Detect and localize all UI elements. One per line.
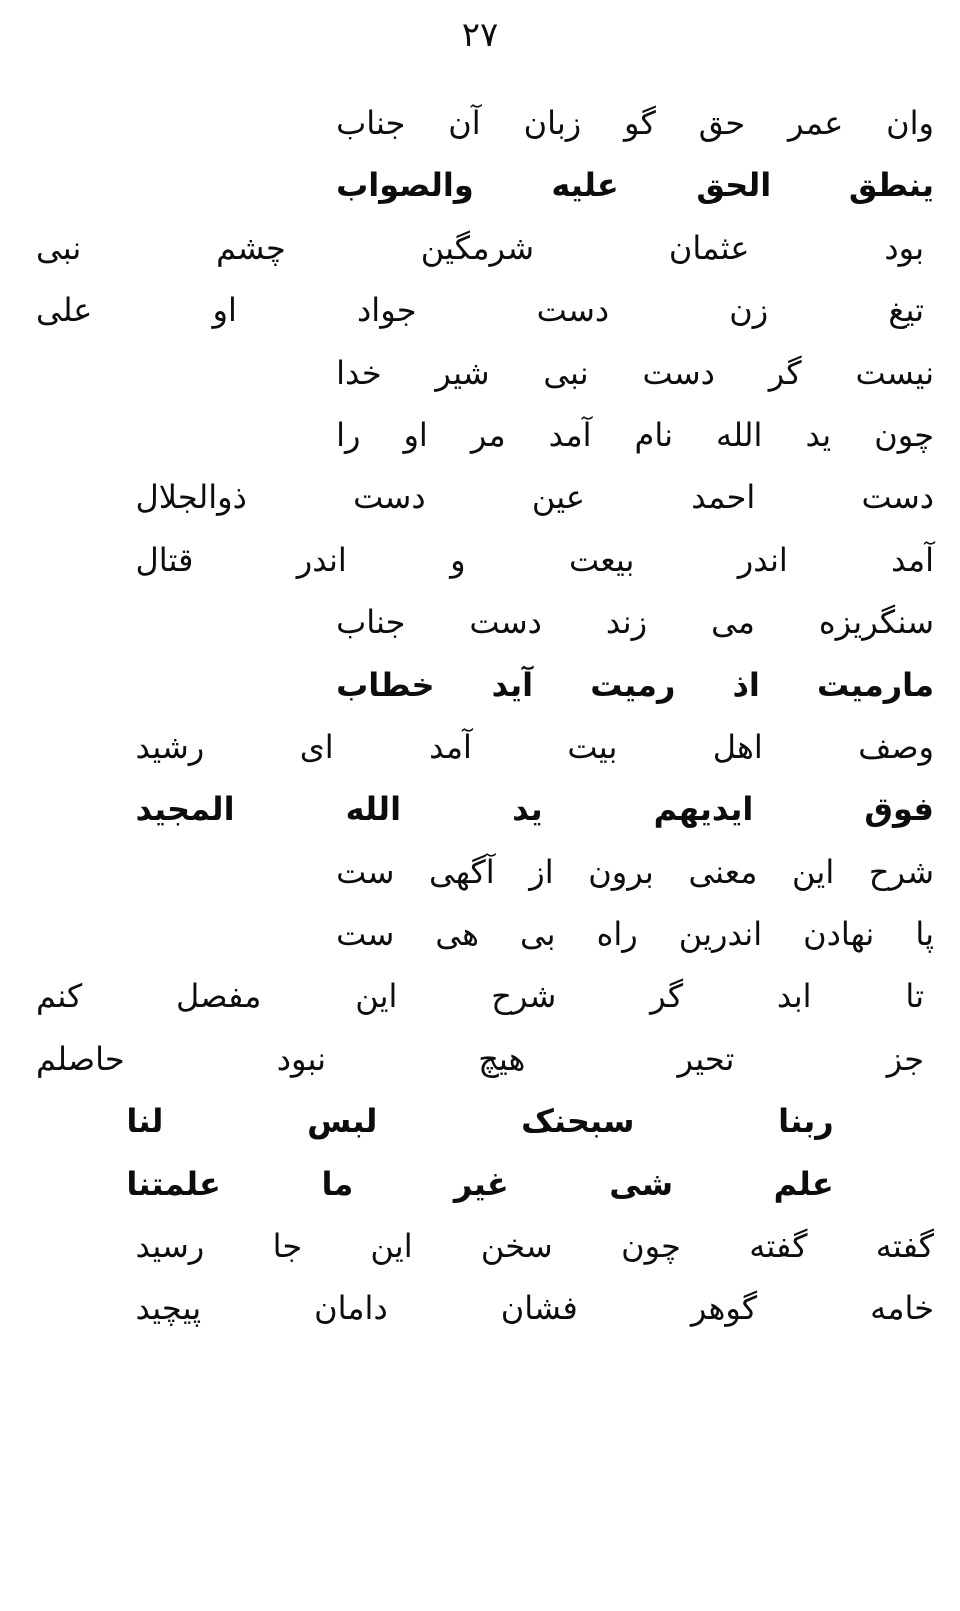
poem-word: دامان	[314, 1289, 388, 1328]
poem-word: هيچ	[478, 1039, 526, 1078]
poem-word: شى	[609, 1164, 674, 1203]
poem-word: مفصل	[176, 977, 262, 1016]
poem-word: شير	[435, 353, 490, 392]
poem-word: رسيد	[135, 1227, 205, 1266]
poem-word: حق	[698, 104, 746, 142]
poem-word: الله	[345, 790, 402, 829]
poem-word: راه	[596, 915, 638, 954]
poem-word: عثمان	[668, 228, 750, 267]
poem-word: فشان	[500, 1289, 578, 1328]
poem-line	[326, 154, 936, 216]
poem-word: اندر	[296, 540, 347, 579]
poem-word: اين	[355, 977, 398, 1016]
poem-word: تحير	[677, 1039, 735, 1078]
poem-word: ربنا	[778, 1102, 834, 1141]
poem-word: اين	[370, 1227, 413, 1266]
poem-word: دست	[469, 603, 542, 642]
poem-word: سبحنک	[521, 1102, 635, 1141]
poem-word: الحق	[696, 166, 772, 205]
poem-word: احمد	[691, 478, 756, 517]
poem-word: چون	[874, 415, 934, 454]
poem-word: المجيد	[135, 790, 235, 829]
poem-word: نبى	[36, 228, 82, 267]
poem-word: بى	[520, 915, 556, 954]
poem-word: برون	[588, 852, 654, 891]
poem-word: بيت	[567, 727, 618, 766]
poem-word: آمد	[548, 415, 592, 454]
poem-word: الله	[716, 415, 763, 454]
poem-word: پيچيد	[135, 1289, 202, 1328]
poem-word: گفته	[875, 1227, 934, 1266]
poem-word: على	[36, 291, 93, 330]
poem-word: مى	[711, 603, 755, 642]
poem-word: دست	[642, 353, 715, 392]
poem-word: نيست	[855, 353, 934, 392]
poem-word: دست	[536, 291, 610, 330]
poem-line	[124, 1090, 835, 1152]
poem-word: مارميت	[817, 665, 934, 704]
poem-word: زند	[605, 603, 648, 642]
poem-word: جواد	[357, 291, 417, 330]
poem-word: او	[212, 291, 237, 330]
poem-word: خدا	[336, 353, 382, 392]
poem-word: و	[450, 540, 466, 579]
poem-word: را	[336, 415, 361, 454]
poem-word: غير	[453, 1164, 509, 1203]
poem-word: ست	[336, 915, 395, 954]
poem-word: آمد	[891, 540, 934, 579]
poem-word: ايديهم	[653, 790, 754, 829]
poem-word: اهل	[712, 727, 763, 766]
poem-word: بود	[884, 228, 924, 267]
poem-word: والصواب	[336, 166, 474, 205]
poem-word: چون	[621, 1227, 681, 1266]
poem-word: ما	[321, 1164, 354, 1203]
poem-word: لبس	[307, 1102, 378, 1141]
poem-line	[133, 778, 936, 840]
poem-line	[24, 217, 936, 279]
poem-word: مر	[470, 415, 506, 454]
poem-word: وصف	[858, 727, 934, 766]
poem-word: جناب	[336, 603, 406, 642]
poem-word: اندرين	[678, 915, 763, 954]
poem-word: کنم	[36, 977, 83, 1016]
poem-word: لنا	[126, 1102, 164, 1141]
poem-word: جز	[886, 1039, 924, 1078]
poem-word: قتال	[135, 540, 194, 579]
poem-line	[133, 1215, 936, 1277]
poem-word: خامه	[870, 1289, 934, 1328]
poem-body	[0, 92, 960, 1340]
poem-line	[326, 92, 936, 154]
poem-word: رشيد	[135, 727, 205, 766]
poem-word: سنگريزه	[818, 603, 934, 642]
poem-line	[326, 841, 936, 903]
poem-line	[133, 716, 936, 778]
poem-word: اذ	[732, 665, 760, 704]
poem-word: تا	[905, 977, 924, 1016]
poem-word: از	[529, 852, 554, 891]
poem-word: شرح	[868, 852, 934, 891]
poem-word: آن	[448, 104, 481, 142]
poem-line	[133, 1277, 936, 1339]
poem-word: ينطق	[848, 166, 934, 205]
poem-word: يد	[512, 790, 543, 829]
poem-word: آيد	[491, 665, 534, 704]
poem-word: عمر	[788, 104, 844, 142]
poem-line	[133, 529, 936, 591]
poem-word: زبان	[523, 104, 582, 142]
poem-word: حاصلم	[36, 1039, 125, 1078]
poem-word: دست	[353, 478, 426, 517]
poem-word: گفته	[749, 1227, 808, 1266]
poem-word: ذوالجلال	[135, 478, 247, 517]
poem-word: وان	[886, 104, 934, 142]
poem-word: اين	[792, 852, 835, 891]
poem-line	[24, 965, 936, 1027]
poem-word: عين	[531, 478, 585, 517]
poem-word: نام	[634, 415, 673, 454]
poem-word: تيغ	[888, 291, 924, 330]
poem-line	[24, 279, 936, 341]
poem-word: ابد	[776, 977, 812, 1016]
poem-word: علمتنا	[126, 1164, 221, 1203]
poem-word: او	[403, 415, 428, 454]
poem-word: چشم	[216, 228, 286, 267]
poem-word: خطاب	[336, 665, 435, 704]
poem-word: جناب	[336, 104, 406, 142]
page-number: ۲۷	[461, 15, 499, 55]
poem-line	[326, 903, 936, 965]
poem-word: بيعت	[568, 540, 635, 579]
poem-word: نبود	[276, 1039, 327, 1078]
poem-word: شرح	[491, 977, 557, 1016]
poem-word: گوهر	[690, 1289, 758, 1328]
poem-word: سخن	[480, 1227, 553, 1266]
poem-word: يد	[805, 415, 832, 454]
poem-word: اندر	[737, 540, 788, 579]
poem-word: آگهى	[429, 852, 495, 891]
poem-line	[326, 591, 936, 653]
poem-word: زن	[729, 291, 769, 330]
poem-word: نهادن	[803, 915, 875, 954]
poem-word: شرمگين	[420, 228, 534, 267]
poem-word: آمد	[429, 727, 472, 766]
poem-line	[326, 404, 936, 466]
poem-line	[24, 1028, 936, 1090]
poem-line	[133, 466, 936, 528]
poem-word: جا	[272, 1227, 303, 1266]
poem-line	[124, 1153, 835, 1215]
poem-word: علم	[773, 1164, 834, 1203]
poem-word: پا	[915, 915, 934, 954]
poem-word: معنى	[688, 852, 758, 891]
poem-word: عليه	[551, 166, 619, 205]
poem-line	[326, 342, 936, 404]
poem-word: گو	[624, 104, 656, 142]
poem-word: گر	[650, 977, 684, 1016]
poem-word: نبى	[543, 353, 589, 392]
poem-word: رميت	[590, 665, 676, 704]
poem-line	[326, 654, 936, 716]
poem-word: ست	[336, 852, 395, 891]
poem-word: فوق	[864, 790, 934, 829]
poem-word: گر	[768, 353, 802, 392]
poem-word: هى	[435, 915, 479, 954]
poem-word: اى	[299, 727, 334, 766]
poem-word: دست	[861, 478, 934, 517]
